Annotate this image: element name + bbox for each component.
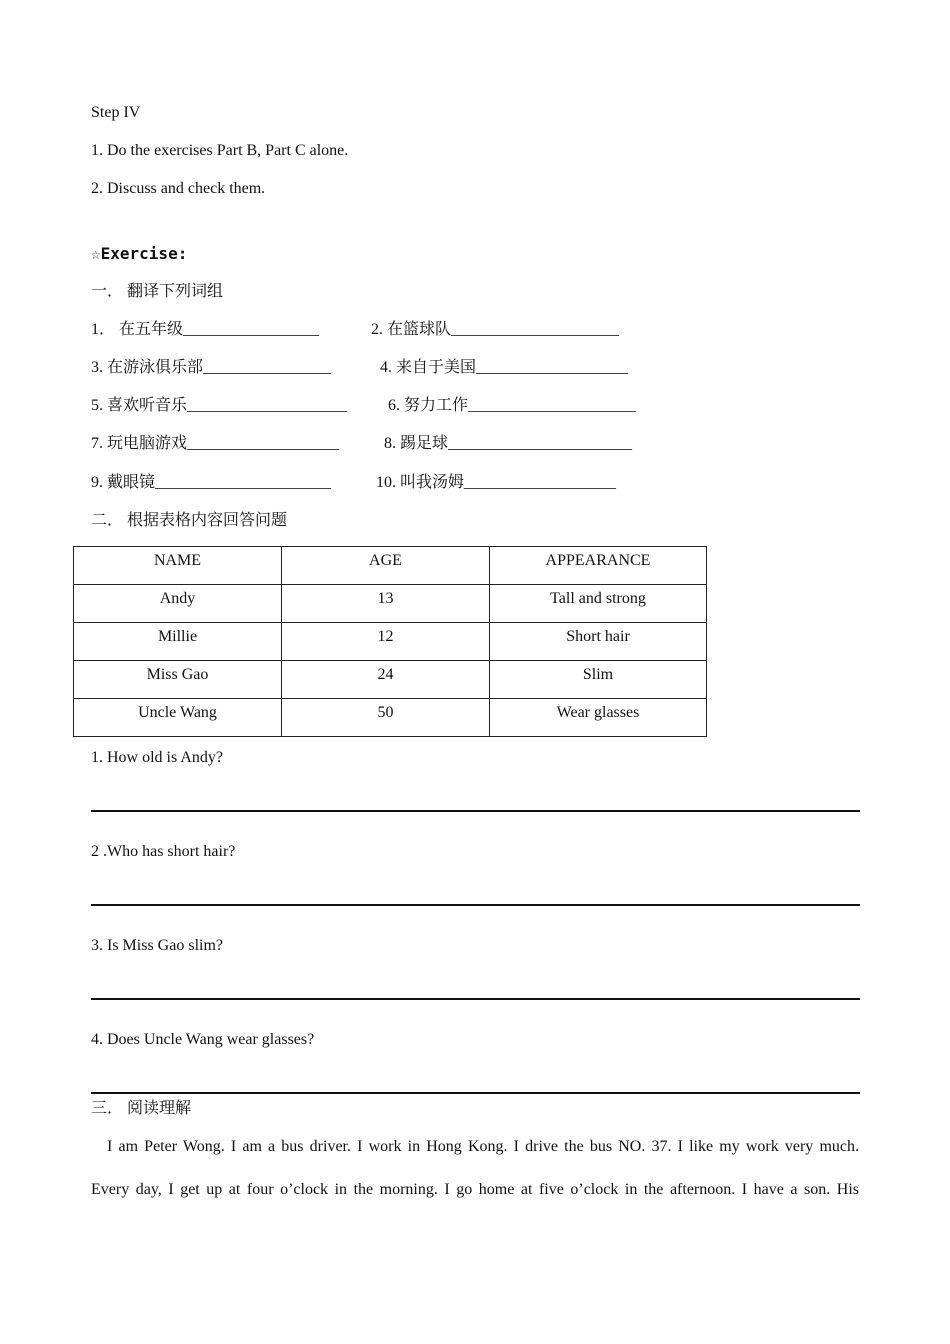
cell-name: Millie <box>74 623 282 661</box>
cell-appearance: Slim <box>490 661 707 699</box>
info-table <box>73 546 707 737</box>
translation-item-4: 4. 来自于美国___________________ <box>380 359 629 376</box>
table-row <box>74 623 707 661</box>
header-name: NAME <box>74 547 282 585</box>
cell-age: 50 <box>282 699 490 737</box>
question-4: 4. Does Uncle Wang wear glasses? <box>91 1031 315 1048</box>
cell-age: 24 <box>282 661 490 699</box>
exercise-heading: ☆Exercise: <box>91 244 188 263</box>
header-age: AGE <box>282 547 490 585</box>
table-row <box>74 661 707 699</box>
answer-line-3 <box>91 998 860 1000</box>
step-title: Step IV <box>91 104 141 121</box>
table-row <box>74 699 707 737</box>
question-1: 1. How old is Andy? <box>91 749 223 766</box>
translation-item-9: 9. 戴眼镜______________________ <box>91 474 332 491</box>
translation-item-10: 10. 叫我汤姆___________________ <box>376 474 617 491</box>
translation-item-2: 2. 在篮球队_____________________ <box>371 321 620 338</box>
section3-title: 三． 阅读理解 <box>91 1100 192 1117</box>
answer-line-1 <box>91 810 860 812</box>
table-row <box>74 585 707 623</box>
header-appearance: APPEARANCE <box>490 547 707 585</box>
section2-title: 二． 根据表格内容回答问题 <box>91 512 288 529</box>
reading-paragraph-line-1: I am Peter Wong. I am a bus driver. I work in Hong Kong. I drive the bus NO. 37. I like my work very much. <box>107 1138 859 1155</box>
translation-item-8: 8. 踢足球_______________________ <box>384 435 633 452</box>
reading-paragraph-line-2: Every day, I get up at four o’clock in the morning. I go home at five o’clock in the afternoon. I have a son. His <box>91 1181 859 1198</box>
translation-item-1: 1． 在五年级_________________ <box>91 321 320 338</box>
step-item-2: 2. Discuss and check them. <box>91 180 266 197</box>
table-header-row <box>74 547 707 585</box>
translation-item-5: 5. 喜欢听音乐____________________ <box>91 397 348 414</box>
cell-name: Uncle Wang <box>74 699 282 737</box>
cell-name: Miss Gao <box>74 661 282 699</box>
answer-line-2 <box>91 904 860 906</box>
translation-item-7: 7. 玩电脑游戏___________________ <box>91 435 340 452</box>
cell-appearance: Wear glasses <box>490 699 707 737</box>
step-item-1: 1. Do the exercises Part B, Part C alone. <box>91 142 349 159</box>
cell-appearance: Short hair <box>490 623 707 661</box>
translation-item-6: 6. 努力工作_____________________ <box>388 397 637 414</box>
answer-line-4 <box>91 1092 860 1094</box>
question-2: 2 .Who has short hair? <box>91 843 236 860</box>
cell-appearance: Tall and strong <box>490 585 707 623</box>
cell-age: 13 <box>282 585 490 623</box>
section1-title: 一． 翻译下列词组 <box>91 283 224 300</box>
translation-item-3: 3. 在游泳俱乐部________________ <box>91 359 332 376</box>
cell-age: 12 <box>282 623 490 661</box>
question-3: 3. Is Miss Gao slim? <box>91 937 223 954</box>
cell-name: Andy <box>74 585 282 623</box>
